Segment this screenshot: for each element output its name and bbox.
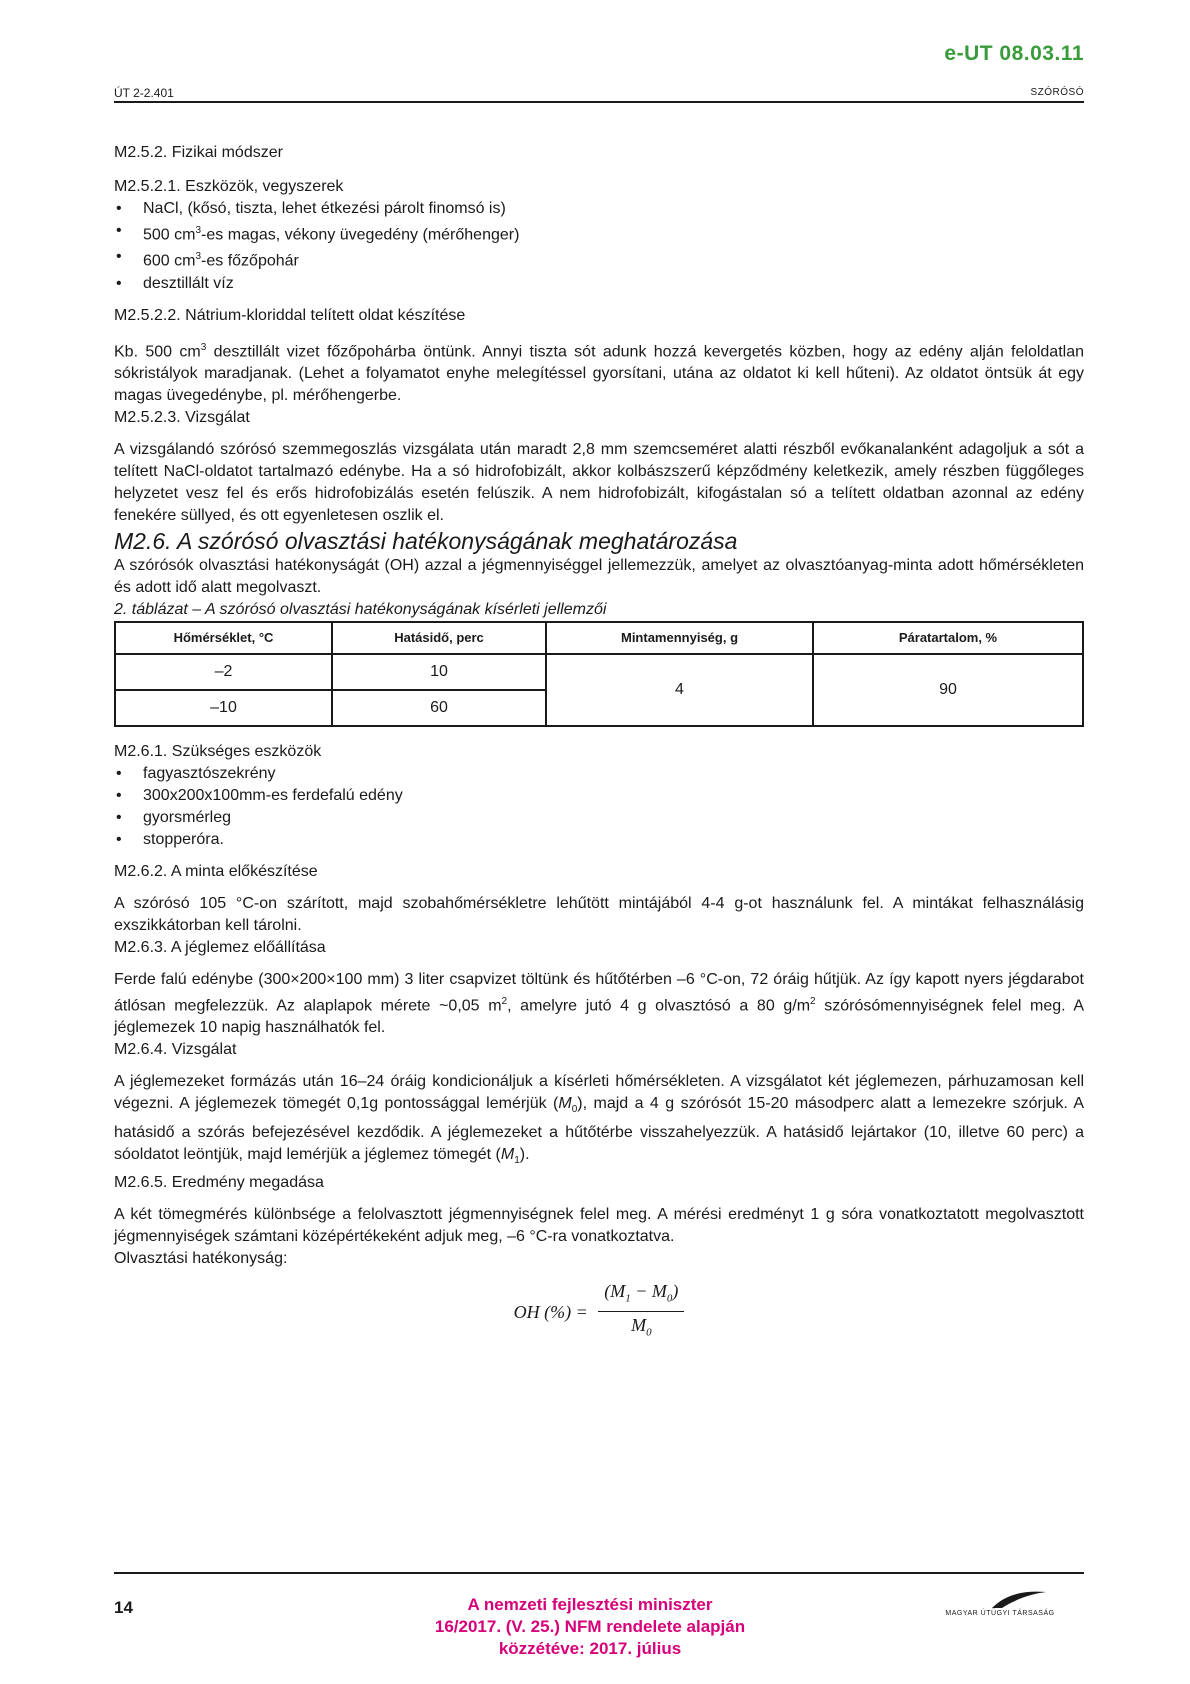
section-m2-5-2-3-title: M2.5.2.3. Vizsgálat (114, 408, 250, 426)
list-item: • 300x200x100mm-es ferdefalú edény (114, 785, 1084, 807)
section-m2-5-2-title: M2.5.2. Fizikai módszer (114, 144, 283, 161)
experiment-parameters-table (114, 621, 1084, 727)
section-m2-6-1-title: M2.6.1. Szükséges eszközök (114, 742, 322, 760)
list-item: • fagyasztószekrény (114, 763, 1084, 785)
list-item: • stopperóra. (114, 829, 1084, 851)
list-item: • NaCl, (kősó, tiszta, lehet étkezési párolt finomsó is) (114, 198, 1084, 220)
formula-denominator: $M_0$ (631, 1315, 652, 1339)
table-cell: –10 (115, 690, 332, 726)
paragraph: A szórósók olvasztási hatékonyságát (OH) azzal a jégmennyiséggel jellemezzük, amelyet az olvasztóanyag-minta adott hőmérsékleten és adott idő alatt megolvaszt. (114, 556, 1084, 596)
formula-numerator: $(M_1 - M_0)$ (598, 1278, 684, 1313)
list-item: • desztillált víz (114, 273, 1084, 295)
list-item: • 600 $cm^3-es$ főzőpohár (114, 246, 1084, 272)
publication-line: közzétéve: 2017. július (498, 1639, 682, 1658)
section-m2-6-5-title: M2.6.5. Eredmény megadása (114, 1173, 324, 1191)
paragraph: Kb. 500 $cm^3$ desztillált vizet főzőpohárba öntünk. Annyi tiszta sót adunk hozzá kevergetés közben, hogy az edény alján feloldatlan sókristályok maradjanak. (Lehet a folyamatot enyhe melegítéssel gyorsítani, utána az oldatot ki kell hűteni). Az oldatot öntsük át egy magas üvegedénybe, pl. mérőhengerbe. (114, 341, 1084, 404)
melting-efficiency-formula (114, 1278, 1084, 1346)
document-body (114, 142, 1084, 1346)
section-m2-6-4-title: M2.6.4. Vizsgálat (114, 1041, 237, 1059)
section-m2-5-2-1-title: M2.5.2.1. Eszközök, vegyszerek (114, 178, 344, 195)
section-m2-6-2-title: M2.6.2. A minta előkészítése (114, 862, 318, 880)
logo-text: MAGYAR ÚTÜGYI TÁRSASÁG (945, 1610, 1055, 1617)
society-logo (920, 1586, 1080, 1626)
running-section-title: SZÓRÓSÓ (1030, 87, 1084, 98)
section-m2-5-2-2-title: M2.5.2.2. Nátrium-kloriddal telített oldat készítése (114, 306, 466, 324)
table-cell: –2 (115, 654, 332, 690)
list-item: • 500 $cm^3-es$ magas, vékony üvegedény (mérőhenger) (114, 220, 1084, 246)
section-m2-6-heading: M2.6. A szórósó olvasztási hatékonyságának meghatározása (114, 527, 738, 554)
paragraph: A jéglemezeket formázás után 16–24 óráig kondicionáljuk a kísérleti hőmérsékleten. A vizsgálatot két jéglemezen, párhuzamosan kell végezni. A jéglemezek tömegét 0,1g pontossággal lemérjük $(M_0)$, majd a 4 g szórósót 15-20 másodperc alatt a lemezekre szórjuk. A hatásidő a szórás befejezésével kezdődik. A jéglemezeket a hűtőtérbe visszahelyezzük. A hatásidő lejártakor (10, illetve 60 perc) a sóoldatot leöntjük, majd lemérjük a jéglemez tömegét $(M_1)$. (114, 1073, 1085, 1166)
page-number: 14 (114, 1598, 133, 1617)
paragraph: Ferde falú edénybe (300×200×100 mm) 3 liter csapvizet töltünk és hűtőtérben –6 °C-on, 72 óráig hűtjük. Az így kapott nyers jégdarabot átlósan megfelezzük. Az alaplapok mérete ~0,05 $m^2$, amelyre jutó 4 g olvasztósó a 80 $g/m^2$ szórósómennyiségnek felel meg. A jéglemezek 10 napig használhatók fel. (114, 970, 1085, 1037)
table-cell: 60 (332, 690, 546, 726)
table-cell: 4 (546, 654, 813, 726)
road-swoosh-icon (990, 1586, 1050, 1610)
table-row (115, 654, 1083, 690)
table-header: Páratartalom, % (813, 622, 1083, 654)
equipment-list (114, 198, 1084, 295)
document-number: ÚT 2-2.401 (114, 86, 174, 100)
table-cell: 90 (813, 654, 1083, 726)
paragraph: A két tömegmérés különbsége a felolvasztott jégmennyiségnek felel meg. A mérési eredményt 1 g sóra vonatkoztatott megolvasztott jégmennyiségek számtani középértékeként adjuk meg, –6 °C-ra vonatkoztatva. (114, 1205, 1084, 1245)
paragraph: A szórósó 105 °C-on szárított, majd szobahőmérsékletre lehűtött mintájából 4-4 g-ot használunk fel. A mintákat felhasználásig exszikkátorban kell tárolni. (114, 894, 1084, 934)
paragraph: A vizsgálandó szórósó szemmegoszlás vizsgálata után maradt 2,8 mm szemcseméret alatti részből evőkanalanként adagoljuk a sót a telített NaCl-oldatot tartalmazó edénybe. Ha a só hidrofobizált, akkor kolbászszerű képződmény keletkezik, amely részben függőleges helyzetet vesz fel és erős hidrofobizálás esetén felúszik. A nem hidrofobizált, kifogástalan só a telített oldatban azonnal az edény fenekére süllyed, és ott egyenletesen oszlik el. (114, 440, 1084, 524)
tools-list (114, 763, 1084, 851)
document-code: e-UT 08.03.11 (944, 42, 1084, 65)
list-item: • gyorsmérleg (114, 807, 1084, 829)
header-rule (114, 101, 1084, 103)
table-header: Hatásidő, perc (332, 622, 546, 654)
footer-rule (114, 1572, 1084, 1574)
table-caption: 2. táblázat – A szórósó olvasztási hatékonyságának kísérleti jellemzői (114, 600, 607, 618)
table-cell: 10 (332, 654, 546, 690)
formula-label: Olvasztási hatékonyság: (114, 1249, 288, 1267)
publication-line: 16/2017. (V. 25.) NFM rendelete alapján (434, 1617, 746, 1636)
section-m2-6-3-title: M2.6.3. A jéglemez előállítása (114, 938, 326, 956)
formula-lhs: OH (%) = (513, 1301, 588, 1322)
table-header: Mintamennyiség, g (546, 622, 813, 654)
table-header: Hőmérséklet, °C (115, 622, 332, 654)
formula-fraction (598, 1278, 684, 1346)
publication-notice (380, 1594, 800, 1660)
publication-line: A nemzeti fejlesztési miniszter (467, 1595, 713, 1614)
